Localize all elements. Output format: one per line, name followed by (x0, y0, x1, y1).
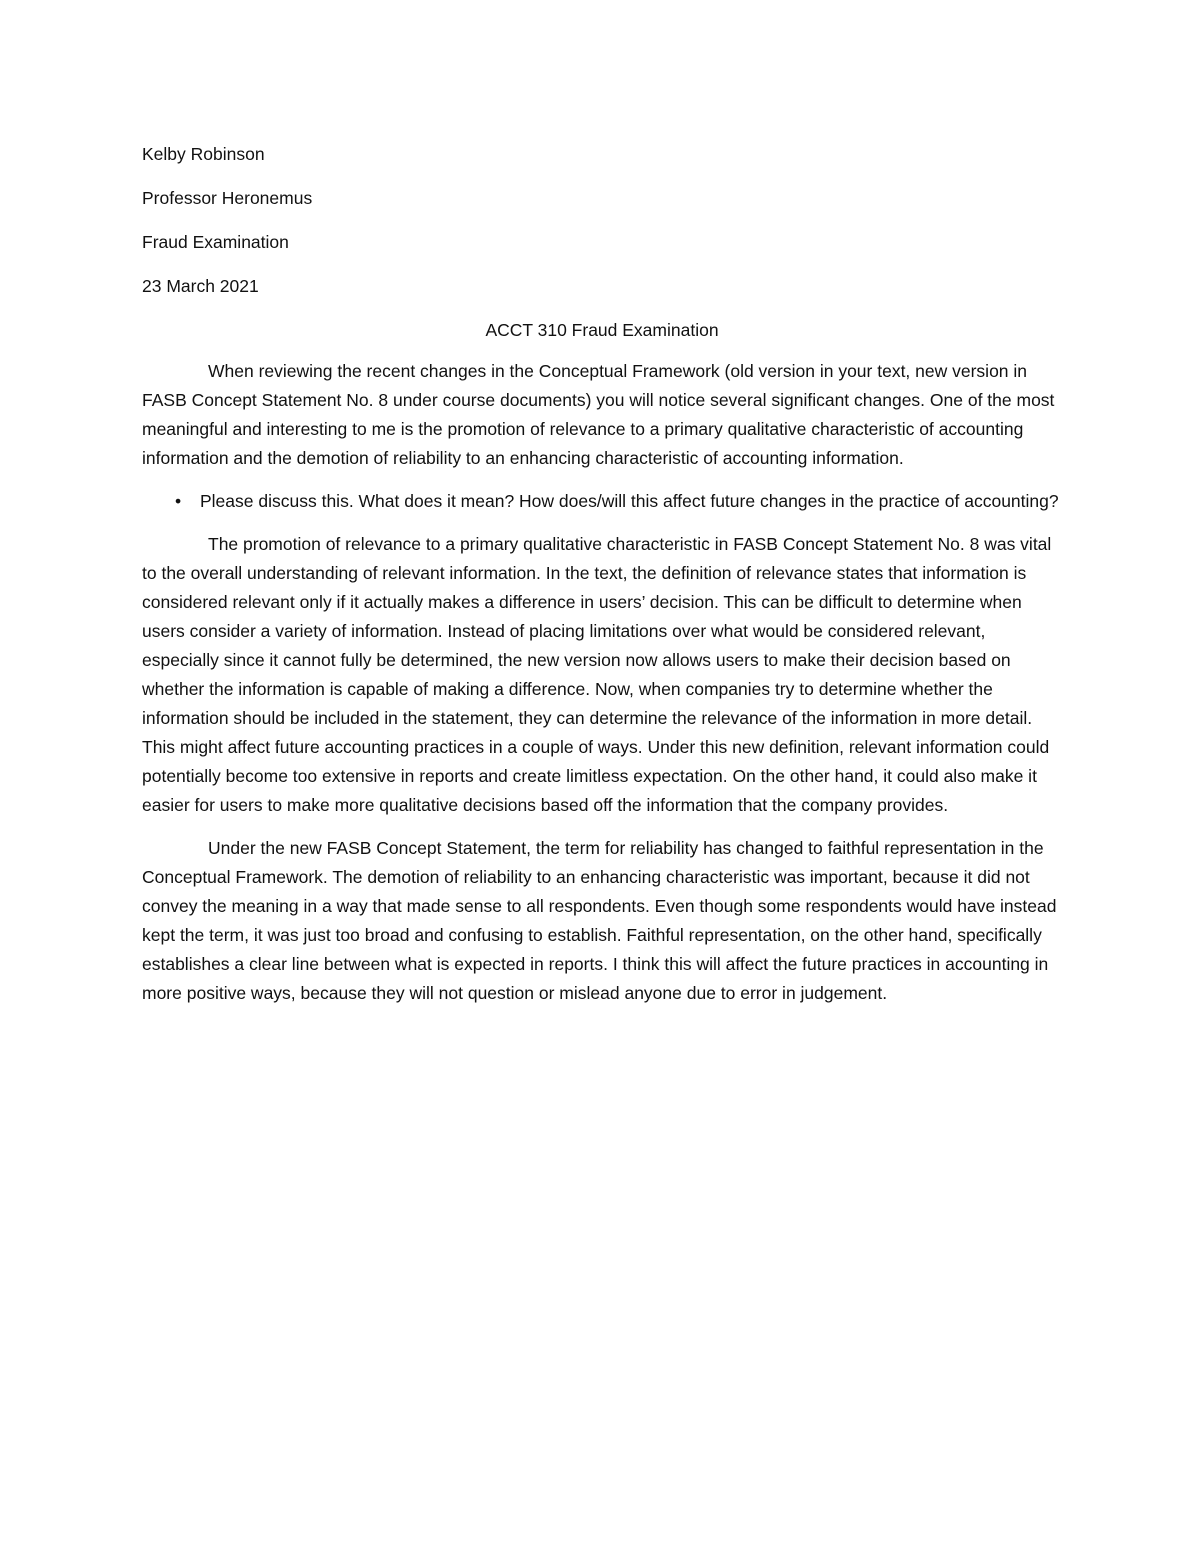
prompt-question-text: Please discuss this. What does it mean? How does/will this affect future changes in the practice of accounting? (200, 491, 1059, 511)
document-content (142, 140, 1062, 1022)
body-paragraph-reliability: Under the new FASB Concept Statement, the term for reliability has changed to faithful representation in the Conceptual Framework. The demotion of reliability to an enhancing characteristic was important, because it did not convey the meaning in a way that made sense to all respondents. Even though some respondents would have instead kept the term, it was just too broad and confusing to establish. Faithful representation, on the other hand, specifically establishes a clear line between what is expected in reports. I think this will affect the future practices in accounting in more positive ways, because they will not question or mislead anyone due to error in judgement. (142, 838, 1057, 1003)
prompt-bullet-list (142, 487, 1062, 516)
prompt-paragraph: When reviewing the recent changes in the Conceptual Framework (old version in your text, new version in FASB Concept Statement No. 8 under course documents) you will notice several significant changes. One of the most meaningful and interesting to me is the promotion of relevance to a primary qualitative characteristic of accounting information and the demotion of reliability to an enhancing characteristic of accounting information. (142, 361, 1055, 468)
course-name: Fraud Examination (142, 232, 289, 252)
document-title: ACCT 310 Fraud Examination (485, 320, 719, 340)
prompt-bullet-item (142, 487, 1062, 516)
body-paragraph-relevance: The promotion of relevance to a primary qualitative characteristic in FASB Concept Statement No. 8 was vital to the overall understanding of relevant information. In the text, the definition of relevance states that information is considered relevant only if it actually makes a difference in users’ decision. This can be difficult to determine when users consider a variety of information. Instead of placing limitations over what would be considered relevant, especially since it cannot fully be determined, the new version now allows users to make their decision based on whether the information is capable of making a difference. Now, when companies try to determine whether the information should be included in the statement, they can determine the relevance of the information in more detail. This might affect future accounting practices in a couple of ways. Under this new definition, relevant information could potentially become too extensive in reports and create limitless expectation. On the other hand, it could also make it easier for users to make more qualitative decisions based off the information that the company provides. (142, 534, 1052, 815)
professor-name: Professor Heronemus (142, 188, 313, 208)
author-name: Kelby Robinson (142, 144, 265, 164)
bullet-icon: • (175, 491, 182, 511)
document-date: 23 March 2021 (142, 276, 259, 296)
